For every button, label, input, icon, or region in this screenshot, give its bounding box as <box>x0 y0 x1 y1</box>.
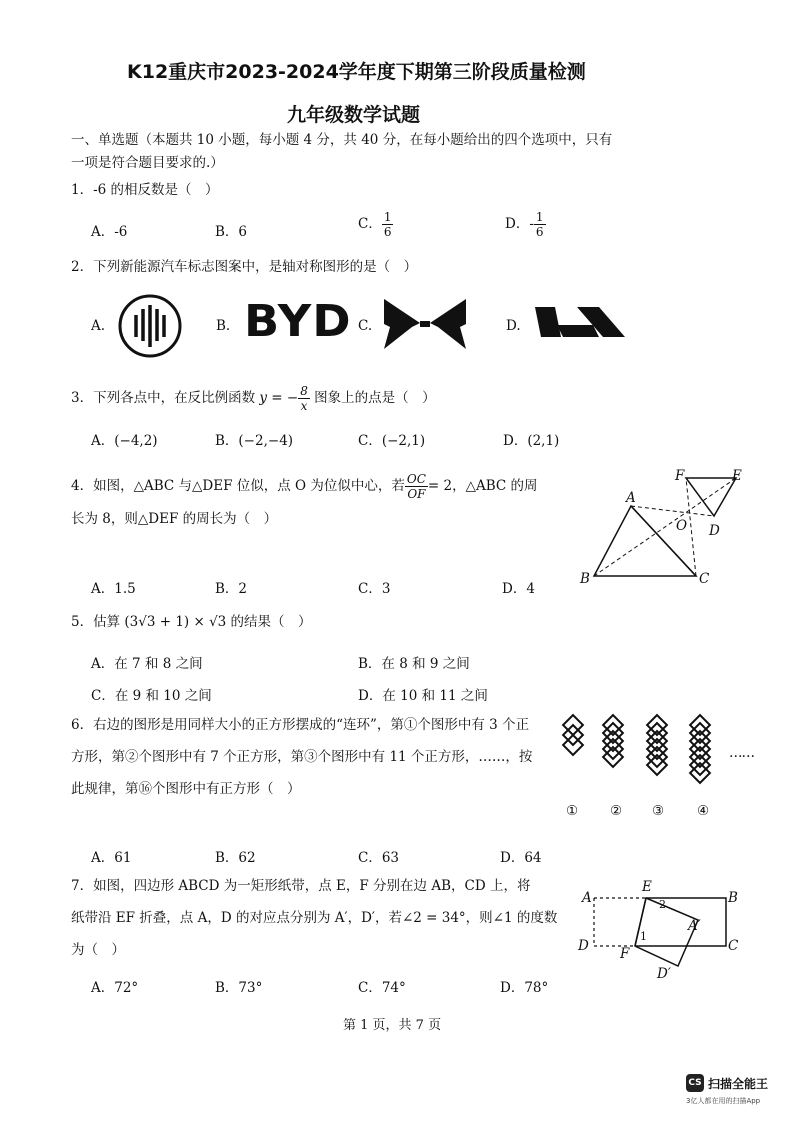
app-watermark-name: 扫描全能王 <box>708 1077 769 1091</box>
q1-option-d: D．- $\frac{1}{6}$ <box>505 210 544 239</box>
q7-option-d: D．78° <box>500 980 549 996</box>
q4-label-d: D <box>709 523 720 539</box>
q3-option-d: D．(2,1) <box>503 433 560 449</box>
q6-fig-label-2: ② <box>610 803 623 819</box>
q6-ellipsis: …… <box>729 745 754 761</box>
q4-option-b: B．2 <box>215 581 248 597</box>
q4-label-c: C <box>699 571 710 587</box>
q2-option-c: C. <box>358 318 373 334</box>
q7-stem-line2: 纸带沿 EF 折叠，点 A，D 的对应点分别为 A′，D′，若∠2 = 34°，则∠1 的度数 <box>71 910 558 926</box>
q7-folded-strip-diagram <box>580 880 750 980</box>
q1-option-b: B．6 <box>215 224 248 240</box>
q7-stem-line1: 7．如图，四边形 ABCD 为一矩形纸带，点 E，F 分别在边 AB，CD 上，将 <box>71 878 531 894</box>
q5-option-b: B．在 8 和 9 之间 <box>358 656 470 672</box>
q7-label-a: A <box>582 890 592 906</box>
q6-option-a: A．61 <box>91 850 132 866</box>
page-number: 第 1 页，共 7 页 <box>343 1018 442 1033</box>
q6-stem-line3: 此规律，第⑯个图形中有正方形（ ） <box>71 781 301 797</box>
page-subtitle: 九年级数学试题 <box>287 104 421 126</box>
q4-label-b: B <box>580 571 590 587</box>
q2-option-d: D. <box>506 318 521 334</box>
q1-d-fraction: $\frac{1}{6}$ <box>535 210 544 239</box>
q4-similar-triangles-diagram <box>576 466 756 591</box>
page-title: K12重庆市2023-2024学年度下期第三阶段质量检测 <box>127 61 586 83</box>
q7-label-c: C <box>728 938 739 954</box>
q3-function-fraction: $\frac{8}{x}$ <box>300 384 308 413</box>
q7-angle-2-label: 2 <box>659 898 666 911</box>
q4-label-f: F <box>675 468 685 484</box>
q1-option-a: A．-6 <box>91 224 128 240</box>
camscanner-logo-icon: CS <box>686 1074 704 1092</box>
q7-label-d-prime: D′ <box>657 966 671 982</box>
q6-stem-line1: 6．右边的图形是用同样大小的正方形摆成的“连环”，第①个图形中有 3 个正 <box>71 717 530 733</box>
q3-option-b: B．(−2,−4) <box>215 433 294 449</box>
q3-option-a: A．(−4,2) <box>91 433 158 449</box>
q4-stem-line1: 4．如图，△ABC 与△DEF 位似，点 O 为位似中心，若 $\frac{OC}{OF}$ = 2，△ABC 的周 <box>71 472 538 501</box>
q7-angle-1-label: 1 <box>640 930 647 943</box>
q7-label-f: F <box>620 946 630 962</box>
q7-label-e: E <box>642 879 652 895</box>
q7-label-a-prime: A′ <box>688 918 701 934</box>
q4-label-o: O <box>676 518 688 534</box>
q6-stem-line2: 方形，第②个图形中有 7 个正方形，第③个图形中有 11 个正方形，……，按 <box>71 749 533 765</box>
q2-option-a: A. <box>91 318 106 334</box>
q7-option-a: A．72° <box>91 980 139 996</box>
q6-chain-squares-diagram <box>558 710 728 800</box>
q4-option-a: A．1.5 <box>91 581 136 597</box>
q1-option-c: C． $\frac{1}{6}$ <box>358 210 392 239</box>
q6-option-c: C．63 <box>358 850 400 866</box>
q6-fig-label-1: ① <box>566 803 579 819</box>
q7-option-c: C．74° <box>358 980 406 996</box>
q6-option-b: B．62 <box>215 850 256 866</box>
logo-b-byd-icon: BYD <box>244 296 352 347</box>
logo-c-x-wings-icon <box>382 297 468 351</box>
q7-stem-line3: 为（ ） <box>71 942 125 958</box>
logo-a-circle-bars-icon <box>117 293 183 359</box>
q6-fig-label-4: ④ <box>697 803 710 819</box>
app-watermark-tagline: 3亿人都在用的扫描App <box>686 1097 761 1105</box>
q5-stem: 5．估算 (3√3 + 1) × √3 的结果（ ） <box>71 614 312 630</box>
q4-label-e: E <box>732 468 742 484</box>
section-heading-line2: 一项是符合题目要求的.） <box>71 155 224 171</box>
q4-stem-line2: 长为 8，则△DEF 的周长为（ ） <box>71 511 278 527</box>
q5-option-c: C．在 9 和 10 之间 <box>91 688 212 704</box>
q4-option-d: D．4 <box>502 581 535 597</box>
q5-option-d: D．在 10 和 11 之间 <box>358 688 488 704</box>
q7-option-b: B．73° <box>215 980 263 996</box>
q3-stem: 3．下列各点中，在反比例函数 y = − $\frac{8}{x}$ 图象上的点是（ ） <box>71 384 436 413</box>
q4-option-c: C．3 <box>358 581 391 597</box>
q4-ratio-fraction: $\frac{OC}{OF}$ <box>406 472 426 501</box>
q4-label-a: A <box>626 490 636 506</box>
q2-option-b: B. <box>216 318 231 334</box>
q7-label-b: B <box>728 890 738 906</box>
section-heading-line1: 一、单选题（本题共 10 小题，每小题 4 分，共 40 分，在每小题给出的四个选项中，只有 <box>71 132 613 148</box>
q2-stem: 2．下列新能源汽车标志图案中，是轴对称图形的是（ ） <box>71 259 418 275</box>
q1-c-fraction: $\frac{1}{6}$ <box>383 210 392 239</box>
q1-stem: 1．-6 的相反数是（ ） <box>71 182 219 198</box>
q5-option-a: A．在 7 和 8 之间 <box>91 656 203 672</box>
logo-d-block-icon <box>533 303 627 341</box>
q6-fig-label-3: ③ <box>652 803 665 819</box>
q7-label-d: D <box>578 938 589 954</box>
q6-option-d: D．64 <box>500 850 542 866</box>
q3-option-c: C．(−2,1) <box>358 433 426 449</box>
